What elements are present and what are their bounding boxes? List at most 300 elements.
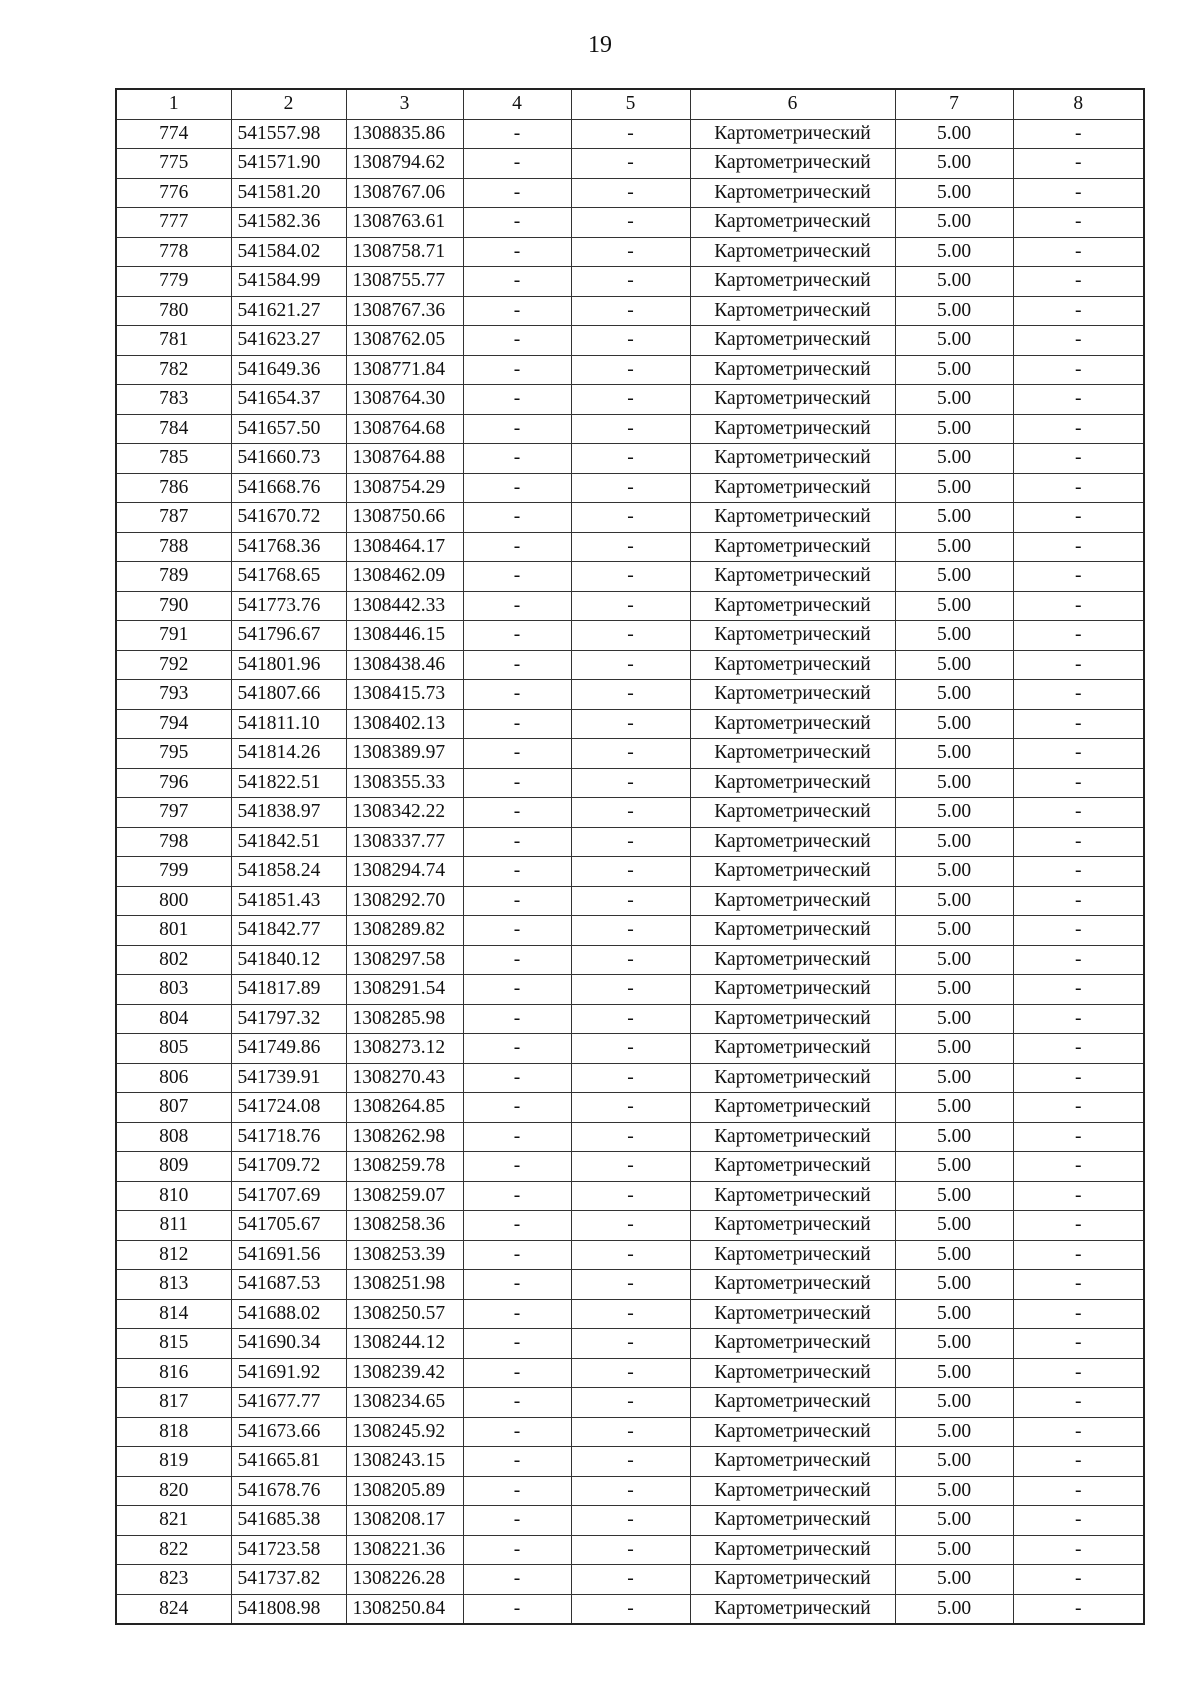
cell-precision: 5.00 — [895, 739, 1013, 769]
cell-method: Картометрический — [690, 680, 895, 710]
cell-x-coordinate: 541851.43 — [231, 886, 346, 916]
column-header-1: 1 — [116, 89, 231, 119]
cell-col-4: - — [463, 1594, 571, 1624]
cell-col-5: - — [571, 385, 690, 415]
table-row — [116, 621, 1144, 651]
cell-point-number: 798 — [116, 827, 231, 857]
cell-x-coordinate: 541724.08 — [231, 1093, 346, 1123]
cell-precision: 5.00 — [895, 621, 1013, 651]
cell-col-4: - — [463, 355, 571, 385]
column-header-2: 2 — [231, 89, 346, 119]
cell-y-coordinate: 1308243.15 — [346, 1447, 463, 1477]
cell-x-coordinate: 541677.77 — [231, 1388, 346, 1418]
cell-col-8: - — [1013, 296, 1144, 326]
cell-col-8: - — [1013, 326, 1144, 356]
cell-col-4: - — [463, 857, 571, 887]
cell-point-number: 796 — [116, 768, 231, 798]
cell-precision: 5.00 — [895, 1329, 1013, 1359]
cell-point-number: 775 — [116, 149, 231, 179]
cell-x-coordinate: 541817.89 — [231, 975, 346, 1005]
cell-method: Картометрический — [690, 1447, 895, 1477]
cell-precision: 5.00 — [895, 680, 1013, 710]
cell-y-coordinate: 1308794.62 — [346, 149, 463, 179]
table-row — [116, 208, 1144, 238]
cell-point-number: 813 — [116, 1270, 231, 1300]
cell-y-coordinate: 1308264.85 — [346, 1093, 463, 1123]
cell-col-4: - — [463, 178, 571, 208]
table-row — [116, 503, 1144, 533]
cell-col-8: - — [1013, 709, 1144, 739]
table-row — [116, 1152, 1144, 1182]
cell-y-coordinate: 1308402.13 — [346, 709, 463, 739]
cell-point-number: 782 — [116, 355, 231, 385]
cell-method: Картометрический — [690, 975, 895, 1005]
cell-x-coordinate: 541584.02 — [231, 237, 346, 267]
table-row — [116, 385, 1144, 415]
cell-point-number: 799 — [116, 857, 231, 887]
cell-col-8: - — [1013, 857, 1144, 887]
table-row — [116, 975, 1144, 1005]
cell-col-8: - — [1013, 975, 1144, 1005]
cell-precision: 5.00 — [895, 1004, 1013, 1034]
column-header-3: 3 — [346, 89, 463, 119]
cell-col-4: - — [463, 1004, 571, 1034]
cell-method: Картометрический — [690, 1476, 895, 1506]
cell-col-4: - — [463, 886, 571, 916]
table-row — [116, 178, 1144, 208]
cell-col-5: - — [571, 119, 690, 149]
cell-col-4: - — [463, 650, 571, 680]
cell-precision: 5.00 — [895, 149, 1013, 179]
cell-precision: 5.00 — [895, 591, 1013, 621]
cell-x-coordinate: 541705.67 — [231, 1211, 346, 1241]
cell-precision: 5.00 — [895, 473, 1013, 503]
cell-col-5: - — [571, 149, 690, 179]
cell-precision: 5.00 — [895, 562, 1013, 592]
table-row — [116, 1417, 1144, 1447]
cell-col-5: - — [571, 798, 690, 828]
cell-y-coordinate: 1308767.36 — [346, 296, 463, 326]
cell-precision: 5.00 — [895, 1240, 1013, 1270]
cell-method: Картометрический — [690, 178, 895, 208]
cell-method: Картометрический — [690, 621, 895, 651]
cell-col-8: - — [1013, 1388, 1144, 1418]
cell-point-number: 815 — [116, 1329, 231, 1359]
cell-x-coordinate: 541687.53 — [231, 1270, 346, 1300]
cell-x-coordinate: 541688.02 — [231, 1299, 346, 1329]
cell-col-8: - — [1013, 1299, 1144, 1329]
cell-col-4: - — [463, 503, 571, 533]
cell-point-number: 785 — [116, 444, 231, 474]
cell-col-8: - — [1013, 1565, 1144, 1595]
cell-col-8: - — [1013, 1211, 1144, 1241]
cell-col-8: - — [1013, 768, 1144, 798]
cell-col-5: - — [571, 650, 690, 680]
cell-point-number: 818 — [116, 1417, 231, 1447]
cell-method: Картометрический — [690, 1417, 895, 1447]
table-row — [116, 768, 1144, 798]
cell-point-number: 810 — [116, 1181, 231, 1211]
cell-method: Картометрический — [690, 1565, 895, 1595]
cell-y-coordinate: 1308438.46 — [346, 650, 463, 680]
cell-col-5: - — [571, 1476, 690, 1506]
column-header-5: 5 — [571, 89, 690, 119]
cell-col-5: - — [571, 267, 690, 297]
cell-col-8: - — [1013, 1476, 1144, 1506]
cell-method: Картометрический — [690, 1240, 895, 1270]
cell-x-coordinate: 541623.27 — [231, 326, 346, 356]
table-row — [116, 1506, 1144, 1536]
cell-method: Картометрический — [690, 709, 895, 739]
cell-precision: 5.00 — [895, 1181, 1013, 1211]
cell-method: Картометрический — [690, 827, 895, 857]
cell-col-4: - — [463, 680, 571, 710]
cell-col-4: - — [463, 1417, 571, 1447]
cell-col-8: - — [1013, 1240, 1144, 1270]
cell-col-4: - — [463, 1034, 571, 1064]
cell-x-coordinate: 541709.72 — [231, 1152, 346, 1182]
cell-col-8: - — [1013, 237, 1144, 267]
cell-method: Картометрический — [690, 650, 895, 680]
cell-point-number: 791 — [116, 621, 231, 651]
cell-y-coordinate: 1308355.33 — [346, 768, 463, 798]
table-header — [116, 89, 1144, 119]
cell-y-coordinate: 1308462.09 — [346, 562, 463, 592]
cell-col-8: - — [1013, 267, 1144, 297]
cell-col-4: - — [463, 326, 571, 356]
cell-x-coordinate: 541768.36 — [231, 532, 346, 562]
cell-col-5: - — [571, 1358, 690, 1388]
cell-x-coordinate: 541690.34 — [231, 1329, 346, 1359]
cell-y-coordinate: 1308835.86 — [346, 119, 463, 149]
cell-point-number: 822 — [116, 1535, 231, 1565]
cell-point-number: 824 — [116, 1594, 231, 1624]
cell-precision: 5.00 — [895, 798, 1013, 828]
cell-col-5: - — [571, 1535, 690, 1565]
cell-method: Картометрический — [690, 149, 895, 179]
cell-col-8: - — [1013, 591, 1144, 621]
cell-y-coordinate: 1308446.15 — [346, 621, 463, 651]
cell-y-coordinate: 1308763.61 — [346, 208, 463, 238]
cell-method: Картометрический — [690, 1004, 895, 1034]
cell-col-4: - — [463, 1535, 571, 1565]
cell-x-coordinate: 541807.66 — [231, 680, 346, 710]
table-row — [116, 1004, 1144, 1034]
cell-y-coordinate: 1308762.05 — [346, 326, 463, 356]
cell-precision: 5.00 — [895, 1447, 1013, 1477]
cell-col-4: - — [463, 945, 571, 975]
cell-method: Картометрический — [690, 1270, 895, 1300]
table-row — [116, 739, 1144, 769]
cell-point-number: 814 — [116, 1299, 231, 1329]
cell-point-number: 789 — [116, 562, 231, 592]
cell-point-number: 779 — [116, 267, 231, 297]
table-row — [116, 1594, 1144, 1624]
cell-precision: 5.00 — [895, 178, 1013, 208]
cell-precision: 5.00 — [895, 1506, 1013, 1536]
cell-method: Картометрический — [690, 1181, 895, 1211]
cell-y-coordinate: 1308234.65 — [346, 1388, 463, 1418]
cell-col-4: - — [463, 916, 571, 946]
cell-method: Картометрический — [690, 1535, 895, 1565]
cell-precision: 5.00 — [895, 945, 1013, 975]
cell-method: Картометрический — [690, 916, 895, 946]
table-row — [116, 1447, 1144, 1477]
cell-x-coordinate: 541668.76 — [231, 473, 346, 503]
cell-method: Картометрический — [690, 1358, 895, 1388]
table-row — [116, 1358, 1144, 1388]
cell-col-4: - — [463, 591, 571, 621]
cell-point-number: 809 — [116, 1152, 231, 1182]
cell-precision: 5.00 — [895, 886, 1013, 916]
table-row — [116, 1476, 1144, 1506]
cell-col-5: - — [571, 1447, 690, 1477]
cell-precision: 5.00 — [895, 1270, 1013, 1300]
cell-col-8: - — [1013, 798, 1144, 828]
cell-precision: 5.00 — [895, 1211, 1013, 1241]
cell-col-4: - — [463, 473, 571, 503]
table-row — [116, 680, 1144, 710]
cell-x-coordinate: 541654.37 — [231, 385, 346, 415]
table-row — [116, 591, 1144, 621]
cell-col-4: - — [463, 237, 571, 267]
cell-col-5: - — [571, 916, 690, 946]
cell-col-8: - — [1013, 1358, 1144, 1388]
cell-x-coordinate: 541718.76 — [231, 1122, 346, 1152]
cell-point-number: 787 — [116, 503, 231, 533]
cell-col-4: - — [463, 1476, 571, 1506]
cell-precision: 5.00 — [895, 916, 1013, 946]
table-row — [116, 562, 1144, 592]
cell-y-coordinate: 1308258.36 — [346, 1211, 463, 1241]
cell-precision: 5.00 — [895, 709, 1013, 739]
cell-x-coordinate: 541707.69 — [231, 1181, 346, 1211]
cell-col-5: - — [571, 1565, 690, 1595]
table-row — [116, 1565, 1144, 1595]
table-row — [116, 709, 1144, 739]
cell-y-coordinate: 1308245.92 — [346, 1417, 463, 1447]
table-row — [116, 1270, 1144, 1300]
cell-col-5: - — [571, 1122, 690, 1152]
cell-method: Картометрический — [690, 385, 895, 415]
cell-col-8: - — [1013, 473, 1144, 503]
cell-method: Картометрический — [690, 237, 895, 267]
cell-x-coordinate: 541670.72 — [231, 503, 346, 533]
cell-method: Картометрический — [690, 296, 895, 326]
table-row — [116, 650, 1144, 680]
cell-col-8: - — [1013, 916, 1144, 946]
cell-method: Картометрический — [690, 355, 895, 385]
cell-y-coordinate: 1308250.57 — [346, 1299, 463, 1329]
cell-x-coordinate: 541814.26 — [231, 739, 346, 769]
cell-precision: 5.00 — [895, 326, 1013, 356]
cell-col-8: - — [1013, 1447, 1144, 1477]
cell-col-5: - — [571, 444, 690, 474]
cell-x-coordinate: 541571.90 — [231, 149, 346, 179]
cell-method: Картометрический — [690, 1034, 895, 1064]
cell-col-5: - — [571, 1417, 690, 1447]
cell-col-5: - — [571, 1063, 690, 1093]
cell-point-number: 812 — [116, 1240, 231, 1270]
cell-col-5: - — [571, 1270, 690, 1300]
cell-y-coordinate: 1308764.30 — [346, 385, 463, 415]
cell-col-5: - — [571, 739, 690, 769]
cell-x-coordinate: 541737.82 — [231, 1565, 346, 1595]
cell-col-8: - — [1013, 1506, 1144, 1536]
table-row — [116, 532, 1144, 562]
cell-col-5: - — [571, 709, 690, 739]
cell-x-coordinate: 541723.58 — [231, 1535, 346, 1565]
cell-x-coordinate: 541858.24 — [231, 857, 346, 887]
cell-col-8: - — [1013, 650, 1144, 680]
cell-col-4: - — [463, 444, 571, 474]
cell-method: Картометрический — [690, 562, 895, 592]
cell-col-5: - — [571, 768, 690, 798]
cell-x-coordinate: 541582.36 — [231, 208, 346, 238]
table-row — [116, 237, 1144, 267]
cell-method: Картометрический — [690, 444, 895, 474]
cell-point-number: 805 — [116, 1034, 231, 1064]
cell-point-number: 778 — [116, 237, 231, 267]
cell-x-coordinate: 541673.66 — [231, 1417, 346, 1447]
cell-x-coordinate: 541801.96 — [231, 650, 346, 680]
cell-col-5: - — [571, 296, 690, 326]
cell-col-4: - — [463, 709, 571, 739]
cell-y-coordinate: 1308389.97 — [346, 739, 463, 769]
table-row — [116, 798, 1144, 828]
table-row — [116, 149, 1144, 179]
cell-point-number: 781 — [116, 326, 231, 356]
cell-method: Картометрический — [690, 267, 895, 297]
cell-x-coordinate: 541840.12 — [231, 945, 346, 975]
cell-col-4: - — [463, 621, 571, 651]
cell-col-8: - — [1013, 1093, 1144, 1123]
cell-method: Картометрический — [690, 1122, 895, 1152]
cell-y-coordinate: 1308253.39 — [346, 1240, 463, 1270]
cell-y-coordinate: 1308464.17 — [346, 532, 463, 562]
cell-precision: 5.00 — [895, 1417, 1013, 1447]
cell-method: Картометрический — [690, 1152, 895, 1182]
cell-y-coordinate: 1308205.89 — [346, 1476, 463, 1506]
cell-precision: 5.00 — [895, 414, 1013, 444]
table-row — [116, 827, 1144, 857]
cell-x-coordinate: 541838.97 — [231, 798, 346, 828]
cell-y-coordinate: 1308262.98 — [346, 1122, 463, 1152]
cell-col-5: - — [571, 975, 690, 1005]
cell-point-number: 784 — [116, 414, 231, 444]
cell-point-number: 803 — [116, 975, 231, 1005]
cell-col-8: - — [1013, 1594, 1144, 1624]
cell-point-number: 776 — [116, 178, 231, 208]
cell-x-coordinate: 541621.27 — [231, 296, 346, 326]
cell-y-coordinate: 1308291.54 — [346, 975, 463, 1005]
cell-point-number: 821 — [116, 1506, 231, 1536]
cell-col-5: - — [571, 1329, 690, 1359]
cell-col-4: - — [463, 1152, 571, 1182]
cell-y-coordinate: 1308415.73 — [346, 680, 463, 710]
cell-y-coordinate: 1308292.70 — [346, 886, 463, 916]
table-row — [116, 1181, 1144, 1211]
cell-col-8: - — [1013, 739, 1144, 769]
cell-col-5: - — [571, 503, 690, 533]
cell-col-8: - — [1013, 178, 1144, 208]
cell-point-number: 820 — [116, 1476, 231, 1506]
cell-col-4: - — [463, 1388, 571, 1418]
cell-x-coordinate: 541584.99 — [231, 267, 346, 297]
cell-point-number: 808 — [116, 1122, 231, 1152]
table-row — [116, 473, 1144, 503]
cell-col-5: - — [571, 886, 690, 916]
cell-col-8: - — [1013, 1152, 1144, 1182]
cell-y-coordinate: 1308273.12 — [346, 1034, 463, 1064]
cell-x-coordinate: 541811.10 — [231, 709, 346, 739]
cell-col-5: - — [571, 237, 690, 267]
cell-col-8: - — [1013, 1329, 1144, 1359]
cell-x-coordinate: 541665.81 — [231, 1447, 346, 1477]
cell-point-number: 816 — [116, 1358, 231, 1388]
cell-y-coordinate: 1308337.77 — [346, 827, 463, 857]
cell-col-5: - — [571, 1594, 690, 1624]
coordinates-table — [115, 88, 1145, 1625]
cell-precision: 5.00 — [895, 1358, 1013, 1388]
cell-point-number: 801 — [116, 916, 231, 946]
cell-col-4: - — [463, 798, 571, 828]
cell-x-coordinate: 541660.73 — [231, 444, 346, 474]
cell-col-8: - — [1013, 945, 1144, 975]
cell-y-coordinate: 1308342.22 — [346, 798, 463, 828]
cell-point-number: 792 — [116, 650, 231, 680]
cell-col-8: - — [1013, 886, 1144, 916]
cell-method: Картометрический — [690, 1299, 895, 1329]
cell-x-coordinate: 541797.32 — [231, 1004, 346, 1034]
cell-point-number: 774 — [116, 119, 231, 149]
cell-x-coordinate: 541842.77 — [231, 916, 346, 946]
table-row — [116, 1122, 1144, 1152]
cell-precision: 5.00 — [895, 1093, 1013, 1123]
cell-col-4: - — [463, 267, 571, 297]
table-row — [116, 1299, 1144, 1329]
cell-col-4: - — [463, 827, 571, 857]
cell-precision: 5.00 — [895, 1535, 1013, 1565]
cell-precision: 5.00 — [895, 1122, 1013, 1152]
cell-y-coordinate: 1308285.98 — [346, 1004, 463, 1034]
header-row — [116, 89, 1144, 119]
cell-col-4: - — [463, 1211, 571, 1241]
cell-col-8: - — [1013, 414, 1144, 444]
cell-method: Картометрический — [690, 414, 895, 444]
cell-y-coordinate: 1308754.29 — [346, 473, 463, 503]
cell-col-5: - — [571, 827, 690, 857]
table-body — [116, 119, 1144, 1624]
cell-y-coordinate: 1308294.74 — [346, 857, 463, 887]
table-row — [116, 945, 1144, 975]
cell-precision: 5.00 — [895, 1476, 1013, 1506]
cell-x-coordinate: 541685.38 — [231, 1506, 346, 1536]
table-row — [116, 119, 1144, 149]
cell-y-coordinate: 1308259.78 — [346, 1152, 463, 1182]
cell-method: Картометрический — [690, 503, 895, 533]
cell-col-5: - — [571, 1181, 690, 1211]
cell-col-8: - — [1013, 532, 1144, 562]
table-row — [116, 857, 1144, 887]
table-row — [116, 1535, 1144, 1565]
cell-col-5: - — [571, 1240, 690, 1270]
cell-point-number: 788 — [116, 532, 231, 562]
cell-point-number: 823 — [116, 1565, 231, 1595]
column-header-8: 8 — [1013, 89, 1144, 119]
cell-x-coordinate: 541691.92 — [231, 1358, 346, 1388]
cell-col-8: - — [1013, 1063, 1144, 1093]
